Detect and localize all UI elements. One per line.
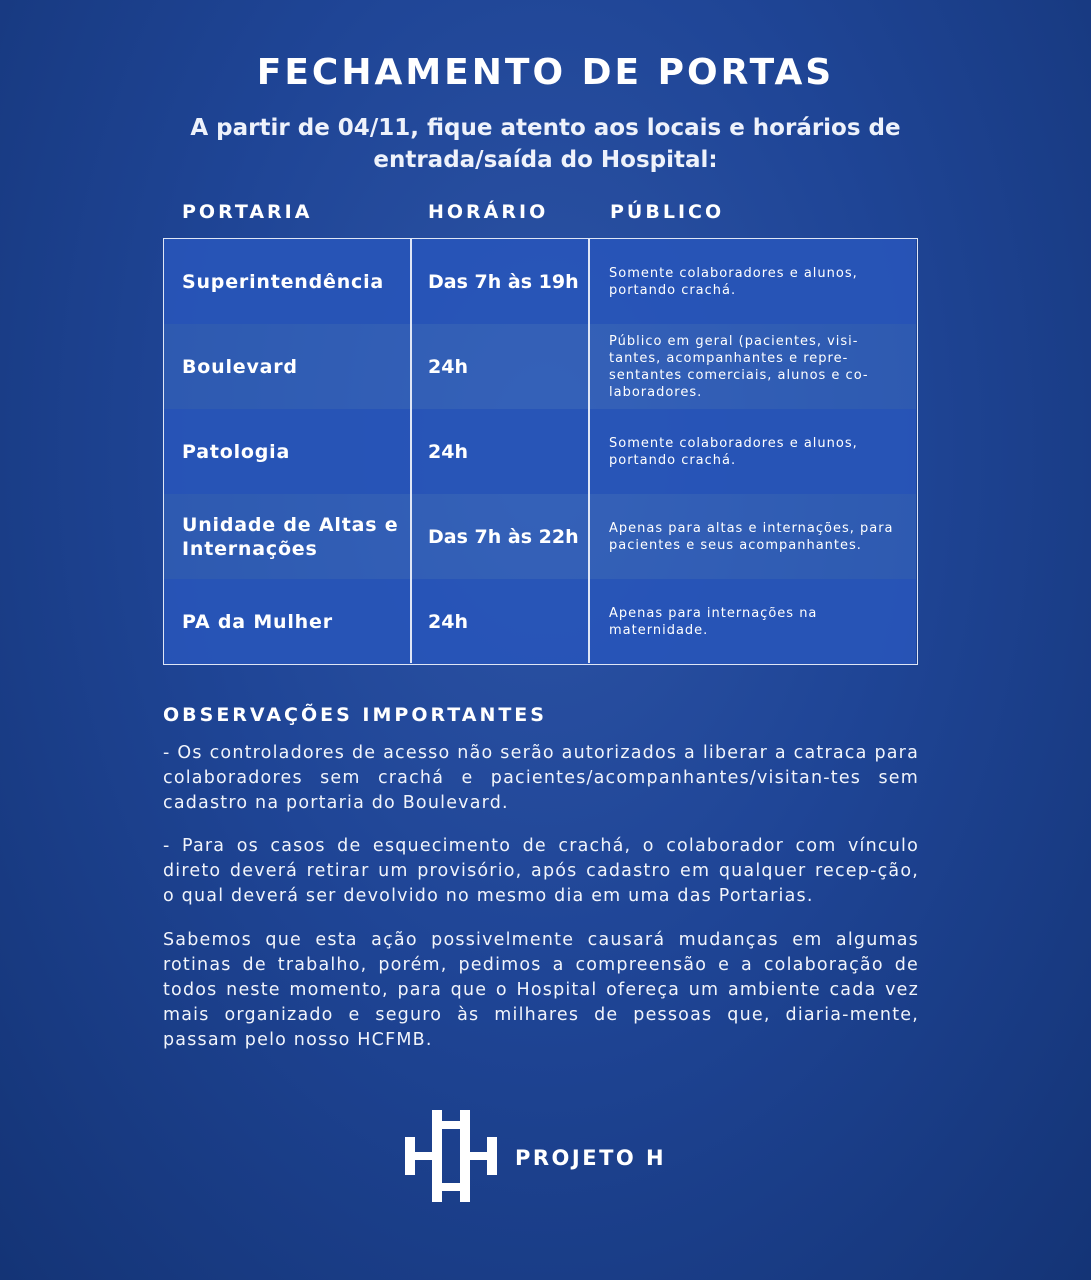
cell-portaria: Unidade de Altas e Internações <box>182 513 399 560</box>
cell-portaria: Superintendência <box>182 270 385 293</box>
cell-horario: Das 7h às 22h <box>428 525 579 548</box>
observations-title: OBSERVAÇÕES IMPORTANTES <box>163 704 547 726</box>
column-divider <box>410 239 412 663</box>
cell-publico: Apenas para altas e internações, para pacientes e seus acompanhantes. <box>609 520 894 553</box>
page-title: FECHAMENTO DE PORTAS <box>256 52 835 93</box>
column-divider <box>588 239 590 663</box>
cell-portaria: Patologia <box>182 440 291 463</box>
cell-horario: 24h <box>428 610 468 633</box>
logo-text: PROJETO H <box>515 1146 667 1170</box>
cell-publico: Somente colaboradores e alunos, portando crachá. <box>609 265 858 298</box>
column-header-publico: PÚBLICO <box>610 201 725 223</box>
table-row <box>164 579 916 664</box>
closing-paragraph: Sabemos que esta ação possivelmente causará mudanças em algumas rotinas de trabalho, porém, pedimos a compreensão e a colaboração de todos neste momento, para que o Hospital ofereça um ambiente cada vez mais organizado e seguro às milhares de pessoas que, diaria-mente, passam pelo nosso HCFMB. <box>163 930 919 1050</box>
table-row <box>164 324 916 409</box>
page-subtitle: A partir de 04/11, fique atento aos locais e horários de entrada/saída do Hospital: <box>190 115 901 173</box>
table-row <box>164 409 916 494</box>
projeto-h-logo-icon <box>405 1110 497 1202</box>
cell-horario: Das 7h às 19h <box>428 270 579 293</box>
observation-paragraph: - Para os casos de esquecimento de crachá, o colaborador com vínculo direto deverá retirar um provisório, após cadastro em qualquer recep-ção, o qual deverá ser devolvido no mesmo dia em uma das Portarias. <box>163 836 919 906</box>
cell-publico: Apenas para internações na maternidade. <box>609 605 818 638</box>
cell-horario: 24h <box>428 355 468 378</box>
table-row <box>164 239 916 324</box>
table-row <box>164 494 916 579</box>
schedule-table <box>163 238 918 665</box>
cell-horario: 24h <box>428 440 468 463</box>
cell-portaria: PA da Mulher <box>182 610 333 633</box>
cell-publico: Somente colaboradores e alunos, portando crachá. <box>609 435 858 468</box>
column-header-horario: HORÁRIO <box>428 201 549 223</box>
column-header-portaria: PORTARIA <box>182 201 313 223</box>
cell-publico: Público em geral (pacientes, visi-tantes, acompanhantes e repre-sentantes comerciais, alunos e co-laboradores. <box>609 333 869 400</box>
observation-paragraph: - Os controladores de acesso não serão autorizados a liberar a catraca para colaboradores sem crachá e pacientes/acompanhantes/visitan-tes sem cadastro na portaria do Boulevard. <box>163 743 919 813</box>
cell-portaria: Boulevard <box>182 355 298 378</box>
